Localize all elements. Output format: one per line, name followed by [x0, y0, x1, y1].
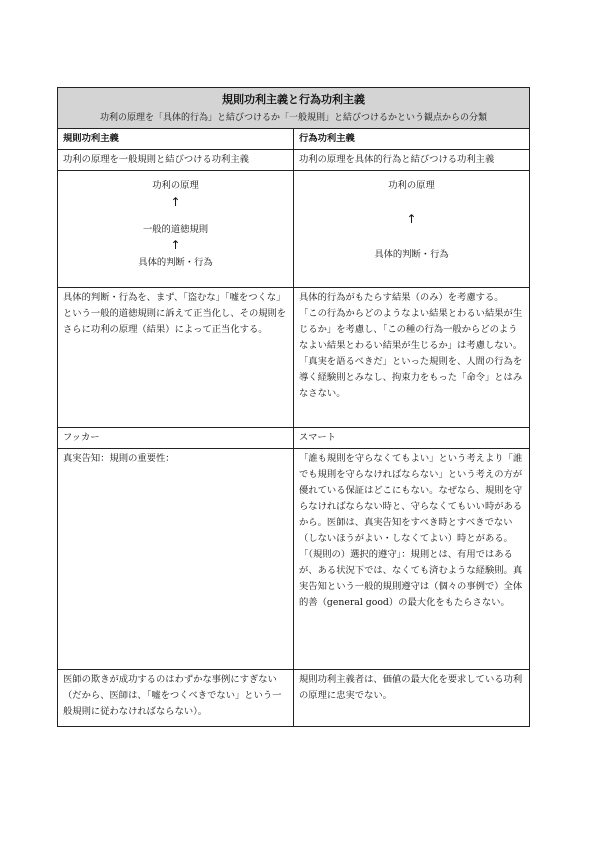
table-header	[58, 88, 530, 129]
smart-text	[294, 449, 530, 670]
rule-utilitarianism-diagram	[58, 171, 294, 288]
column-name-row	[58, 129, 530, 150]
up-arrow-icon: ↑	[170, 238, 181, 252]
smart-bottom-text: 規則功利主義者は、価値の最大化を要求している功利の原理に忠実でない。	[294, 670, 530, 727]
bottom-row	[58, 670, 530, 727]
hooker-text: 真実告知：規則の重要性：	[58, 449, 294, 670]
table-title: 規則功利主義と行為功利主義	[222, 93, 365, 106]
smart-paragraph-text: 「（規則の）選択的遵守」：規則とは、有用ではあるが、ある状況下では、なくても済むような経験則。真実告知という一般的規則遵守は（個々の事例で）全体的善（	[299, 549, 523, 608]
act-utilitarianism-diagram	[294, 171, 530, 288]
diagram-principle-of-utility: 功利の原理	[152, 180, 199, 191]
smart-paragraph	[299, 547, 524, 611]
general-good-term: general good	[326, 597, 389, 608]
up-arrow-icon: ↑	[406, 212, 417, 226]
rule-utilitarianism-heading: 規則功利主義	[58, 129, 294, 150]
act-description-paragraph: 具体的行為がもたらす結果（のみ）を考慮する。	[299, 292, 504, 303]
utilitarianism-table	[57, 87, 530, 727]
diagram-row	[58, 171, 530, 288]
table-subtitle: 功利の原理を「具体的行為」と結びつけるか「一般規則」と結びつけるかという観点からの分類	[100, 113, 488, 123]
act-utilitarianism-description	[294, 288, 530, 428]
act-utilitarianism-heading: 行為功利主義	[294, 129, 530, 150]
person-name-row	[58, 428, 530, 449]
smart-paragraph: 「誰も規則を守らなくてもよい」という考えより「誰でも規則を守らなければならない」という考えの方が優れている保証はどこにもない。なぜなら、規則を守らなければならない時と、守らなくてもいい時があるから。医師は、真実告知をすべき時とすべきでない（しないほうがよい・しなくてよい）時とがある。	[299, 453, 523, 544]
diagram-concrete-judgment: 具体的判断・行為	[138, 257, 213, 268]
person-text-row	[58, 449, 530, 670]
header-row	[58, 88, 530, 129]
hooker-heading: フッカー	[58, 428, 294, 449]
act-description-paragraph: 「この行為からどのようなよい結果とわるい結果が生じるか」を考慮し、「この種の行為一般からどのようなよい結果とわるい結果が生じるか」は考慮しない。「真実を語るべきだ」といった規則を、人間の行為を導く経験則とみなし、拘束力をもった「命令」とはみなさない。	[299, 308, 523, 399]
hooker-bottom-text: 医師の欺きが成功するのはわずかな事例にすぎない（だから、医師は、「嘘をつくべきでない」という一般規則に従わなければならない）。	[58, 670, 294, 727]
rule-utilitarianism-definition: 功利の原理を一般規則と結びつける功利主義	[58, 150, 294, 171]
smart-paragraph-text: ）の最大化をもたらさない。	[388, 597, 510, 608]
rule-utilitarianism-description: 具体的判断・行為を、まず、「盗むな」「嘘をつくな」という一般的道徳規則に訴えて正当化し、その規則をさらに功利の原理（結果）によって正当化する。	[58, 288, 294, 428]
up-arrow-icon: ↑	[170, 195, 181, 209]
diagram-general-moral-rules: 一般的道徳規則	[142, 224, 209, 235]
description-row	[58, 288, 530, 428]
diagram-principle-of-utility: 功利の原理	[388, 180, 435, 191]
definition-row	[58, 150, 530, 171]
diagram-concrete-judgment: 具体的判断・行為	[374, 249, 449, 260]
act-utilitarianism-definition: 功利の原理を具体的行為と結びつける功利主義	[294, 150, 530, 171]
smart-heading: スマート	[294, 428, 530, 449]
